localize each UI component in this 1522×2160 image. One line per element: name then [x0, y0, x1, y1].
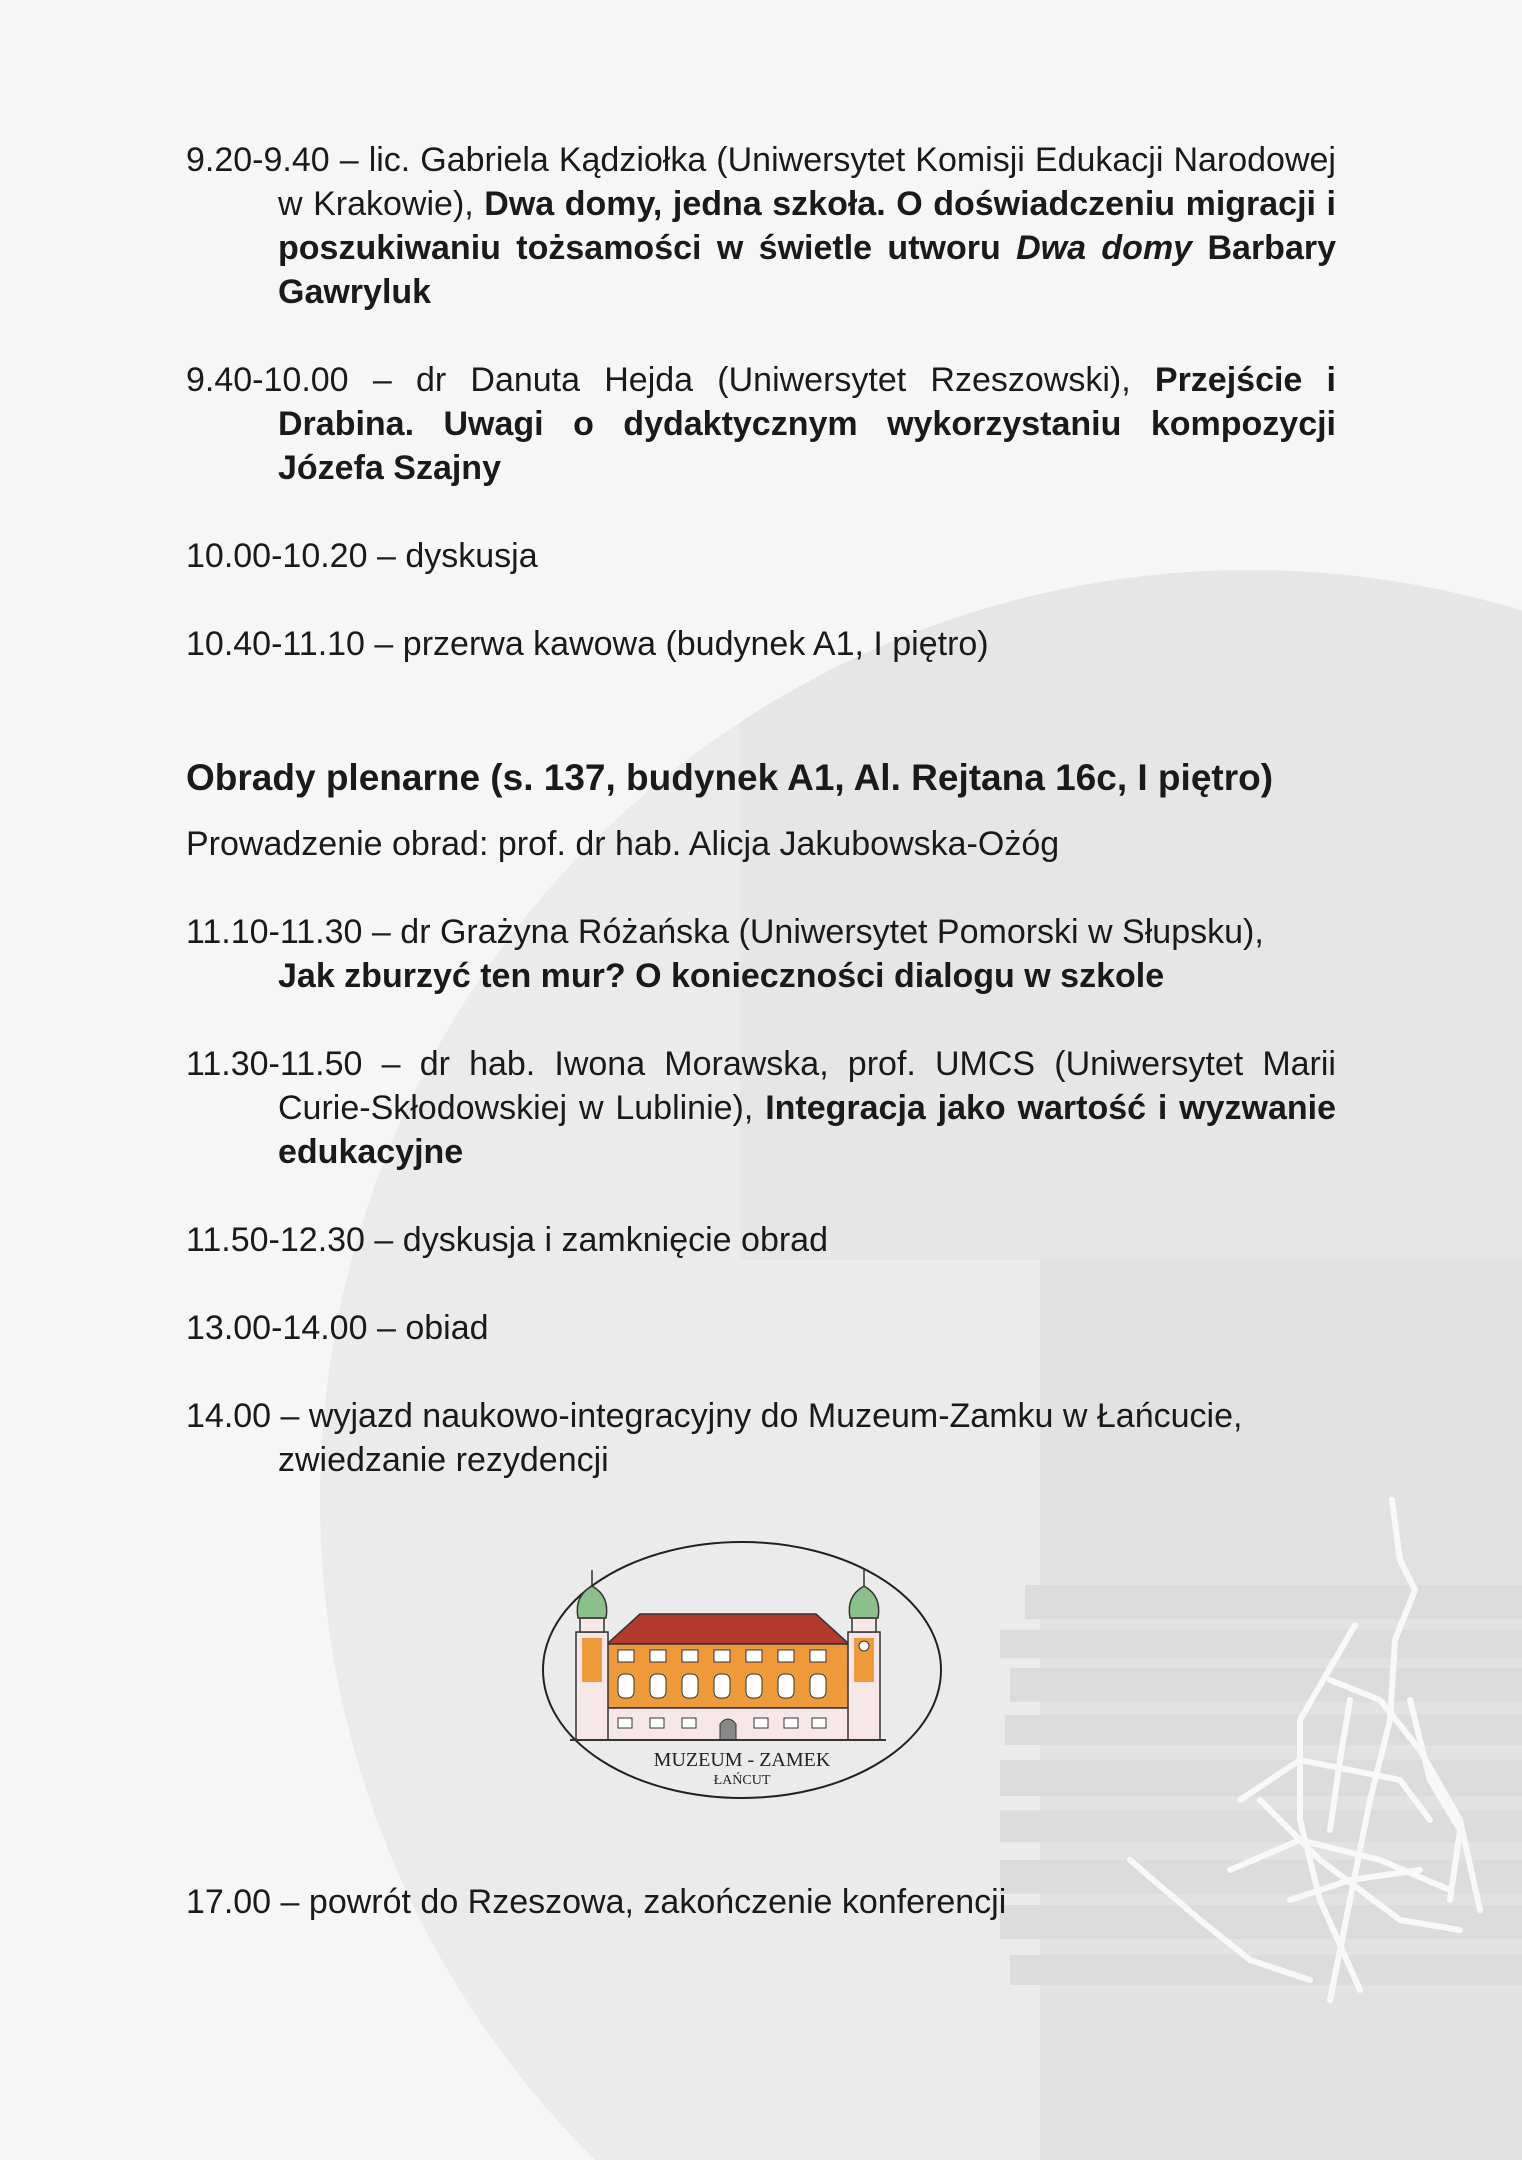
program-content	[186, 138, 1336, 1482]
entry-title: Integracja jako wartość i wyzwanie edukacyjne	[278, 1089, 1337, 1171]
right-tower-dome	[849, 1586, 878, 1618]
entry-text: dyskusja	[405, 537, 538, 575]
entry-speaker: lic. Gabriela Kądziołka (Uniwersytet Komisji Edukacji Narodowej w Krakowie),	[278, 141, 1336, 223]
entry-time: 14.00	[186, 1397, 272, 1435]
entry-dash: –	[339, 141, 359, 179]
moderator: Prowadzenie obrad: prof. dr hab. Alicja Jakubowska-Ożóg	[186, 825, 1060, 863]
schedule-entry	[186, 1394, 1336, 1482]
entry-title: Przejście i Drabina. Uwagi o dydaktycznym wykorzystaniu kompozycji Józefa Szajny	[278, 361, 1336, 487]
entry-time: 11.10-11.30	[186, 913, 363, 951]
entry-time: 17.00	[186, 1883, 272, 1921]
entry-speaker: dr hab. Iwona Morawska, prof. UMCS (Uniwersytet Marii Curie-Skłodowskiej w Lublinie),	[278, 1045, 1336, 1127]
schedule-entry	[186, 138, 1336, 314]
logo-title: MUZEUM - ZAMEK	[653, 1749, 831, 1771]
entry-text: obiad	[405, 1309, 489, 1347]
schedule-entry	[186, 910, 1336, 998]
entry-dash: –	[374, 625, 394, 663]
castle-roof	[607, 1614, 849, 1644]
entry-time: 11.50-12.30	[186, 1221, 365, 1259]
schedule-entry	[186, 1306, 1336, 1350]
entry-time: 10.00-10.20	[186, 537, 368, 575]
logo-subtitle: ŁAŃCUT	[713, 1773, 771, 1788]
entry-text: wyjazd naukowo-integracyjny do Muzeum-Zamku w Łańcucie, zwiedzanie rezydencji	[278, 1397, 1243, 1479]
entry-title: Jak zburzyć ten mur? O konieczności dialogu w szkole	[278, 957, 1165, 995]
schedule-entry	[186, 1218, 1336, 1262]
entry-text: dyskusja i zamknięcie obrad	[402, 1221, 828, 1259]
entry-time: 10.40-11.10	[186, 625, 365, 663]
entry-speaker: dr Danuta Hejda (Uniwersytet Rzeszowski),	[415, 361, 1131, 399]
entry-title-italic: Dwa domy	[1016, 229, 1193, 267]
entry-dash: –	[280, 1883, 300, 1921]
left-tower-dome	[577, 1586, 606, 1618]
entry-time: 13.00-14.00	[186, 1309, 368, 1347]
entry-time: 9.40-10.00	[186, 361, 349, 399]
final-entry	[186, 1880, 1006, 1924]
entry-title-end: Barbary Gawryluk	[278, 229, 1336, 311]
museum-castle-logo	[540, 1538, 944, 1802]
entry-speaker: dr Grażyna Różańska (Uniwersytet Pomorski w Słupsku),	[400, 913, 1264, 951]
schedule-entry	[186, 1042, 1336, 1174]
entry-time: 11.30-11.50	[186, 1045, 363, 1083]
entry-dash: –	[374, 1221, 394, 1259]
entry-text: powrót do Rzeszowa, zakończenie konferencji	[308, 1883, 1007, 1921]
entry-dash: –	[376, 1309, 396, 1347]
castle-gate	[720, 1719, 736, 1740]
schedule-entry	[186, 358, 1336, 490]
entry-time: 9.20-9.40	[186, 141, 330, 179]
entry-dash: –	[376, 537, 396, 575]
entry-dash: –	[280, 1397, 300, 1435]
entry-dash: –	[381, 1045, 401, 1083]
schedule-entry	[186, 534, 1336, 578]
entry-dash: –	[372, 361, 392, 399]
section-title: Obrady plenarne (s. 137, budynek A1, Al. Rejtana 16c, I piętro)	[186, 757, 1274, 798]
schedule-entry	[186, 622, 1336, 666]
entry-title: Dwa domy, jedna szkoła. O doświadczeniu migracji i poszukiwaniu tożsamości w świetle utworu	[278, 185, 1336, 267]
entry-dash: –	[371, 913, 391, 951]
entry-text: przerwa kawowa (budynek A1, I piętro)	[402, 625, 989, 663]
